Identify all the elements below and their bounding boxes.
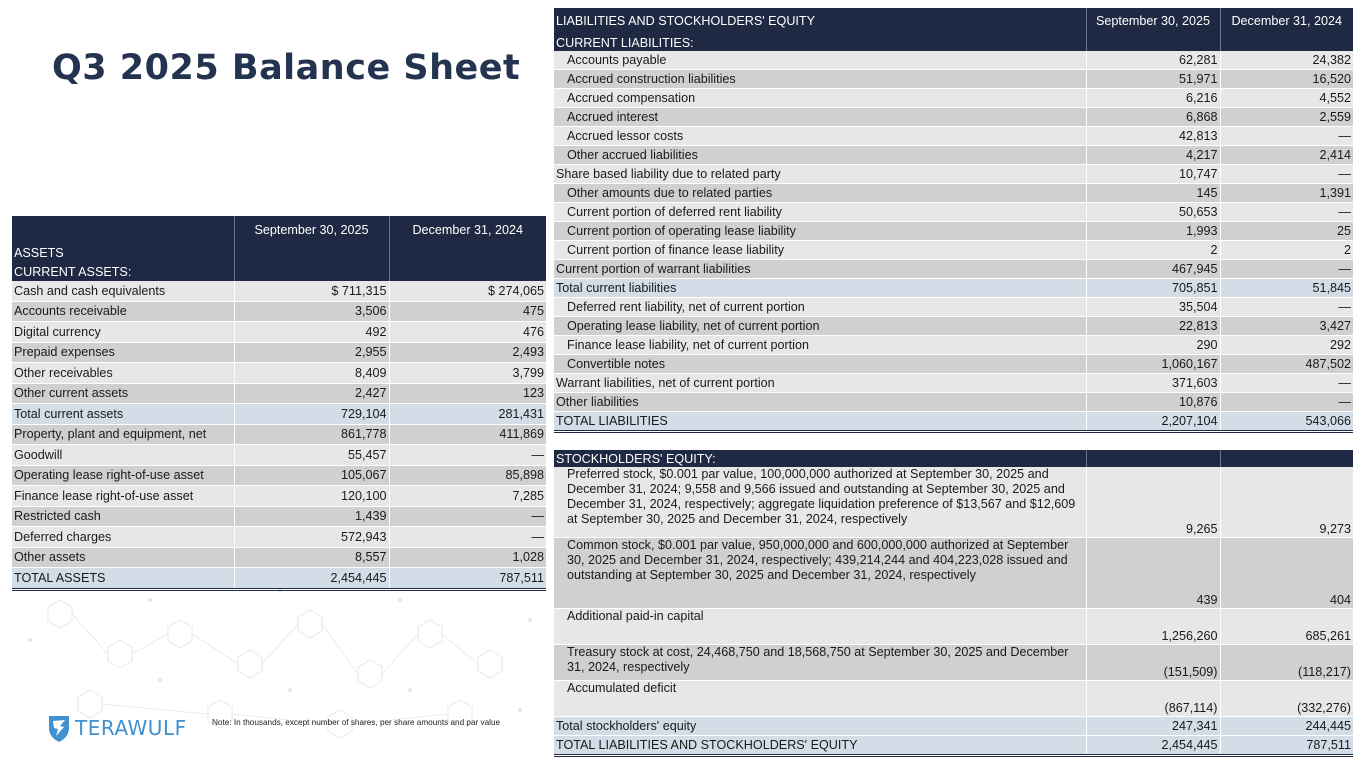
table-row [554,681,1353,717]
value-sep-2025: 1,993 [1086,222,1220,241]
row-label: Cash and cash equivalents [12,281,234,301]
value-dec-2024: 123 [389,383,546,404]
row-label: Other amounts due to related parties [554,184,1086,203]
value-dec-2024: 787,511 [1220,736,1353,756]
row-label: Accrued construction liabilities [554,70,1086,89]
table-row [12,404,546,425]
value-sep-2025: 2,427 [234,383,389,404]
value-sep-2025: 8,409 [234,363,389,384]
value-dec-2024: 2,493 [389,342,546,363]
value-dec-2024: 685,261 [1220,609,1353,645]
table-row [554,108,1353,127]
value-dec-2024: (332,276) [1220,681,1353,717]
row-label: Preferred stock, $0.001 par value, 100,000,000 authorized at September 30, 2025 and December 31, 2024; 9,558 and 9,566 issued and outstanding at September 30, 2025 and December 31, 2024, respectively; aggregate liquidation preference of $13,567 and $12,609 at September 30, 2025 and December 31, 2024, respectively [554,467,1086,538]
value-dec-2024: 543,066 [1220,412,1353,432]
value-sep-2025: 8,557 [234,547,389,568]
table-row [12,445,546,466]
table-row [12,322,546,343]
row-label: Other liabilities [554,393,1086,412]
value-sep-2025: 467,945 [1086,260,1220,279]
value-dec-2024: — [1220,203,1353,222]
table-row [554,241,1353,260]
row-label: Operating lease liability, net of current portion [554,317,1086,336]
value-sep-2025: 247,341 [1086,717,1220,736]
row-label: Accrued compensation [554,89,1086,108]
value-dec-2024: 16,520 [1220,70,1353,89]
table-row [554,146,1353,165]
value-dec-2024: — [1220,260,1353,279]
row-label: Total current liabilities [554,279,1086,298]
row-label: Current portion of warrant liabilities [554,260,1086,279]
table-row [554,736,1353,756]
value-sep-2025: 2,454,445 [234,568,389,590]
table-row [554,70,1353,89]
row-label: Deferred charges [12,527,234,548]
page-title: Q3 2025 Balance Sheet [52,48,521,88]
row-label: Warrant liabilities, net of current portion [554,374,1086,393]
row-label: Share based liability due to related party [554,165,1086,184]
value-dec-2024: 51,845 [1220,279,1353,298]
logo-text: TERAWULF [75,716,187,740]
section-label: CURRENT LIABILITIES: [554,34,1086,51]
value-sep-2025: 6,868 [1086,108,1220,127]
table-row [12,547,546,568]
value-sep-2025: 62,281 [1086,51,1220,70]
section-empty-cell [1220,34,1353,51]
value-dec-2024: — [1220,127,1353,146]
value-sep-2025: 371,603 [1086,374,1220,393]
table-row [554,538,1353,609]
footnote: Note: In thousands, except number of shares, per share amounts and par value [212,718,501,727]
row-label: Accounts payable [554,51,1086,70]
table-row [12,527,546,548]
value-sep-2025: 42,813 [1086,127,1220,146]
row-label: Current portion of deferred rent liability [554,203,1086,222]
value-sep-2025: 3,506 [234,301,389,322]
table-row [554,279,1353,298]
spacer-cell [554,432,1353,451]
value-sep-2025: 861,778 [234,424,389,445]
table-row [554,203,1353,222]
value-dec-2024: — [389,527,546,548]
value-sep-2025: 729,104 [234,404,389,425]
value-sep-2025: 572,943 [234,527,389,548]
header-row [554,8,1353,34]
table-row [554,412,1353,432]
value-dec-2024: 281,431 [389,404,546,425]
value-sep-2025: 145 [1086,184,1220,203]
table-row [554,317,1353,336]
row-label: Other accrued liabilities [554,146,1086,165]
value-sep-2025: 1,256,260 [1086,609,1220,645]
section-empty-cell [389,262,546,281]
value-dec-2024: — [1220,393,1353,412]
value-sep-2025: 492 [234,322,389,343]
value-sep-2025: 2 [1086,241,1220,260]
value-sep-2025: 10,747 [1086,165,1220,184]
row-label: Finance lease liability, net of current portion [554,336,1086,355]
table-row [12,363,546,384]
section-empty-cell [234,243,389,262]
table-row [554,717,1353,736]
table-row [554,609,1353,645]
value-dec-2024: 3,799 [389,363,546,384]
row-label: Digital currency [12,322,234,343]
value-sep-2025: 705,851 [1086,279,1220,298]
section-empty-cell [1220,450,1353,467]
row-label: Convertible notes [554,355,1086,374]
value-dec-2024: — [389,506,546,527]
section-label: STOCKHOLDERS' EQUITY: [554,450,1086,467]
value-dec-2024: 1,028 [389,547,546,568]
table-row [554,127,1353,146]
section-header-row [12,262,546,281]
row-label: Common stock, $0.001 par value, 950,000,000 and 600,000,000 authorized at September 30, 2025 and December 31, 2024, respectively; 439,214,244 and 404,223,028 issued and outstanding at September 30, 2025 and December 31, 2024, respectively [554,538,1086,609]
value-sep-2025: $ 711,315 [234,281,389,301]
row-label: Prepaid expenses [12,342,234,363]
header-december-2024: December 31, 2024 [1220,8,1353,34]
value-sep-2025: 22,813 [1086,317,1220,336]
row-label: Goodwill [12,445,234,466]
value-dec-2024: 476 [389,322,546,343]
table-row [554,355,1353,374]
table-row [554,374,1353,393]
row-label: Operating lease right-of-use asset [12,465,234,486]
row-label: Other current assets [12,383,234,404]
row-label: TOTAL LIABILITIES [554,412,1086,432]
value-dec-2024: — [1220,374,1353,393]
row-label: Accounts receivable [12,301,234,322]
header-december-2024: December 31, 2024 [389,216,546,243]
value-sep-2025: (867,114) [1086,681,1220,717]
value-dec-2024: 4,552 [1220,89,1353,108]
wolf-shield-icon [46,713,72,743]
value-dec-2024: 85,898 [389,465,546,486]
value-dec-2024: — [389,445,546,466]
row-label: Treasury stock at cost, 24,468,750 and 18,568,750 at September 30, 2025 and December 31, 2024, respectively [554,645,1086,681]
row-label: Accumulated deficit [554,681,1086,717]
section-header-row [12,243,546,262]
value-dec-2024: 2,559 [1220,108,1353,127]
value-dec-2024: — [1220,298,1353,317]
table-row [12,486,546,507]
table-row [554,165,1353,184]
row-label: Accrued lessor costs [554,127,1086,146]
header-label: LIABILITIES AND STOCKHOLDERS' EQUITY [554,8,1086,34]
value-dec-2024: 7,285 [389,486,546,507]
value-dec-2024: 411,869 [389,424,546,445]
table-row [554,298,1353,317]
header-september-2025: September 30, 2025 [234,216,389,243]
table-row [554,393,1353,412]
value-dec-2024: 3,427 [1220,317,1353,336]
value-sep-2025: 2,955 [234,342,389,363]
table-row [554,51,1353,70]
value-dec-2024: — [1220,165,1353,184]
value-sep-2025: 35,504 [1086,298,1220,317]
table-row [554,222,1353,241]
section-empty-cell [389,243,546,262]
row-label: Property, plant and equipment, net [12,424,234,445]
row-label: Other receivables [12,363,234,384]
value-dec-2024: 487,502 [1220,355,1353,374]
row-label: Total current assets [12,404,234,425]
value-sep-2025: 2,207,104 [1086,412,1220,432]
row-label: Current portion of operating lease liability [554,222,1086,241]
value-dec-2024: 2 [1220,241,1353,260]
table-row [12,281,546,301]
table-row [12,465,546,486]
section-header-row [554,34,1353,51]
row-label: Deferred rent liability, net of current portion [554,298,1086,317]
value-sep-2025: 4,217 [1086,146,1220,165]
table-row [554,184,1353,203]
table-row [554,467,1353,538]
row-label: Additional paid-in capital [554,609,1086,645]
row-label: TOTAL ASSETS [12,568,234,590]
value-dec-2024: 2,414 [1220,146,1353,165]
value-sep-2025: 55,457 [234,445,389,466]
header-label [12,216,234,243]
value-dec-2024: 9,273 [1220,467,1353,538]
header-september-2025: September 30, 2025 [1086,8,1220,34]
value-dec-2024: 787,511 [389,568,546,590]
row-label: Other assets [12,547,234,568]
row-label: Restricted cash [12,506,234,527]
section-empty-cell [1086,34,1220,51]
value-sep-2025: 1,060,167 [1086,355,1220,374]
value-sep-2025: 10,876 [1086,393,1220,412]
header-row [12,216,546,243]
table-row [12,424,546,445]
table-row [554,645,1353,681]
value-sep-2025: 105,067 [234,465,389,486]
assets-table [12,216,546,591]
value-dec-2024: 1,391 [1220,184,1353,203]
value-dec-2024: 292 [1220,336,1353,355]
table-row [554,89,1353,108]
value-dec-2024: $ 274,065 [389,281,546,301]
row-label: Total stockholders' equity [554,717,1086,736]
section-label: ASSETS [12,243,234,262]
value-dec-2024: 244,445 [1220,717,1353,736]
value-sep-2025: (151,509) [1086,645,1220,681]
value-sep-2025: 2,454,445 [1086,736,1220,756]
table-row [554,336,1353,355]
table-row [12,342,546,363]
spacer-row [554,432,1353,451]
row-label: TOTAL LIABILITIES AND STOCKHOLDERS' EQUITY [554,736,1086,756]
liabilities-equity-table [554,8,1353,757]
section-header-row [554,450,1353,467]
value-sep-2025: 1,439 [234,506,389,527]
value-dec-2024: 24,382 [1220,51,1353,70]
row-label: Current portion of finance lease liability [554,241,1086,260]
value-sep-2025: 6,216 [1086,89,1220,108]
section-empty-cell [1086,450,1220,467]
section-label: CURRENT ASSETS: [12,262,234,281]
row-label: Accrued interest [554,108,1086,127]
terawulf-logo [46,713,187,743]
value-dec-2024: (118,217) [1220,645,1353,681]
value-sep-2025: 50,653 [1086,203,1220,222]
row-label: Finance lease right-of-use asset [12,486,234,507]
value-sep-2025: 9,265 [1086,467,1220,538]
section-empty-cell [234,262,389,281]
value-dec-2024: 25 [1220,222,1353,241]
table-row [12,301,546,322]
value-dec-2024: 475 [389,301,546,322]
table-row [554,260,1353,279]
value-sep-2025: 51,971 [1086,70,1220,89]
value-sep-2025: 290 [1086,336,1220,355]
value-dec-2024: 404 [1220,538,1353,609]
table-row [12,383,546,404]
table-row [12,506,546,527]
value-sep-2025: 439 [1086,538,1220,609]
value-sep-2025: 120,100 [234,486,389,507]
table-row [12,568,546,590]
